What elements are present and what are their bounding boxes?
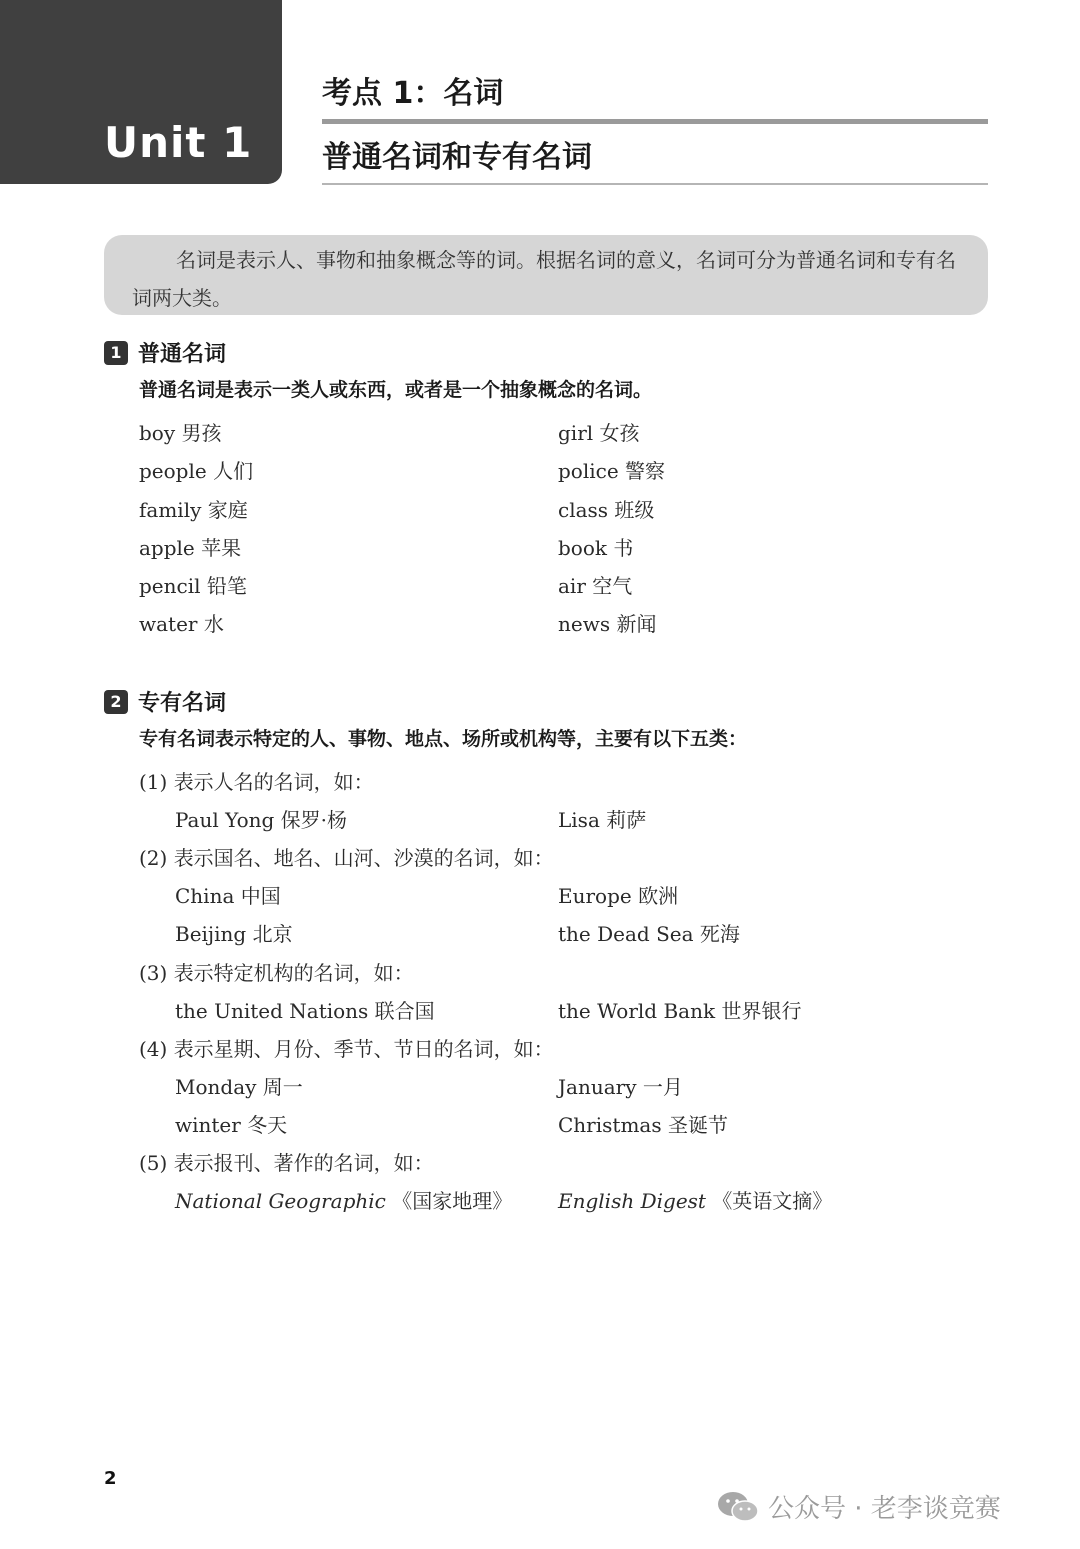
word-item: girl 女孩 bbox=[558, 421, 640, 445]
section2-title: 专有名词 bbox=[138, 691, 227, 716]
word-item: water 水 bbox=[139, 612, 224, 636]
page-title: 普通名词和专有名词 bbox=[322, 140, 592, 175]
watermark-text: 公众号 · 老李谈竞赛 bbox=[768, 1494, 1001, 1524]
word-item: the United Nations 联合国 bbox=[175, 999, 435, 1023]
unit-label: Unit 1 bbox=[104, 118, 253, 167]
section2-badge: 2 bbox=[104, 690, 128, 714]
section1-badge: 1 bbox=[104, 341, 128, 365]
page-number: 2 bbox=[104, 1468, 117, 1489]
word-item: people 人们 bbox=[139, 459, 254, 483]
header-rule-thick bbox=[322, 119, 988, 124]
word-item: winter 冬天 bbox=[175, 1113, 288, 1137]
word-item: China 中国 bbox=[175, 884, 281, 908]
category-2: (2) 表示国名、地名、山河、沙漠的名词，如： bbox=[139, 846, 554, 870]
section2-heading bbox=[104, 686, 226, 717]
word-item: the Dead Sea 死海 bbox=[558, 922, 740, 946]
word-item bbox=[175, 1185, 512, 1214]
word-item: news 新闻 bbox=[558, 612, 657, 636]
word-item: family 家庭 bbox=[139, 498, 248, 522]
title-zh: 《国家地理》 bbox=[392, 1189, 513, 1213]
section2-desc: 专有名词表示特定的人、事物、地点、场所或机构等，主要有以下五类： bbox=[139, 728, 748, 750]
word-item: Lisa 莉萨 bbox=[558, 808, 647, 832]
intro-text: 名词是表示人、事物和抽象概念等的词。根据名词的意义，名词可分为普通名词和专有名词两大类。 bbox=[132, 248, 956, 310]
category-1: (1) 表示人名的名词，如： bbox=[139, 770, 374, 794]
word-item: Europe 欧洲 bbox=[558, 884, 679, 908]
word-item: pencil 铅笔 bbox=[139, 574, 247, 598]
section1-title: 普通名词 bbox=[138, 342, 227, 367]
category-5: (5) 表示报刊、著作的名词，如： bbox=[139, 1151, 434, 1175]
word-item: boy 男孩 bbox=[139, 421, 222, 445]
word-item bbox=[558, 1185, 832, 1214]
title-zh: 《英语文摘》 bbox=[712, 1189, 833, 1213]
word-item: police 警察 bbox=[558, 459, 666, 483]
wechat-icon bbox=[716, 1490, 760, 1524]
word-item: Christmas 圣诞节 bbox=[558, 1113, 728, 1137]
word-item: January 一月 bbox=[558, 1075, 683, 1099]
word-item: Paul Yong 保罗·杨 bbox=[175, 808, 348, 832]
kaodian-title: 考点 1：名词 bbox=[322, 76, 504, 111]
unit-tab bbox=[0, 0, 282, 184]
word-item: apple 苹果 bbox=[139, 536, 242, 560]
section1-heading bbox=[104, 337, 226, 368]
word-item: Beijing 北京 bbox=[175, 922, 293, 946]
word-item: class 班级 bbox=[558, 498, 655, 522]
word-item: book 书 bbox=[558, 536, 634, 560]
category-4: (4) 表示星期、月份、季节、节日的名词，如： bbox=[139, 1037, 554, 1061]
word-item: air 空气 bbox=[558, 574, 633, 598]
category-3: (3) 表示特定机构的名词，如： bbox=[139, 961, 414, 985]
word-item: Monday 周一 bbox=[175, 1075, 303, 1099]
watermark bbox=[716, 1488, 1001, 1525]
word-item: the World Bank 世界银行 bbox=[558, 999, 802, 1023]
title-en: National Geographic bbox=[175, 1189, 386, 1213]
section1-desc: 普通名词是表示一类人或东西，或者是一个抽象概念的名词。 bbox=[139, 379, 653, 401]
intro-box bbox=[104, 235, 988, 315]
title-en: English Digest bbox=[558, 1189, 706, 1213]
header-rule-thin bbox=[322, 183, 988, 185]
